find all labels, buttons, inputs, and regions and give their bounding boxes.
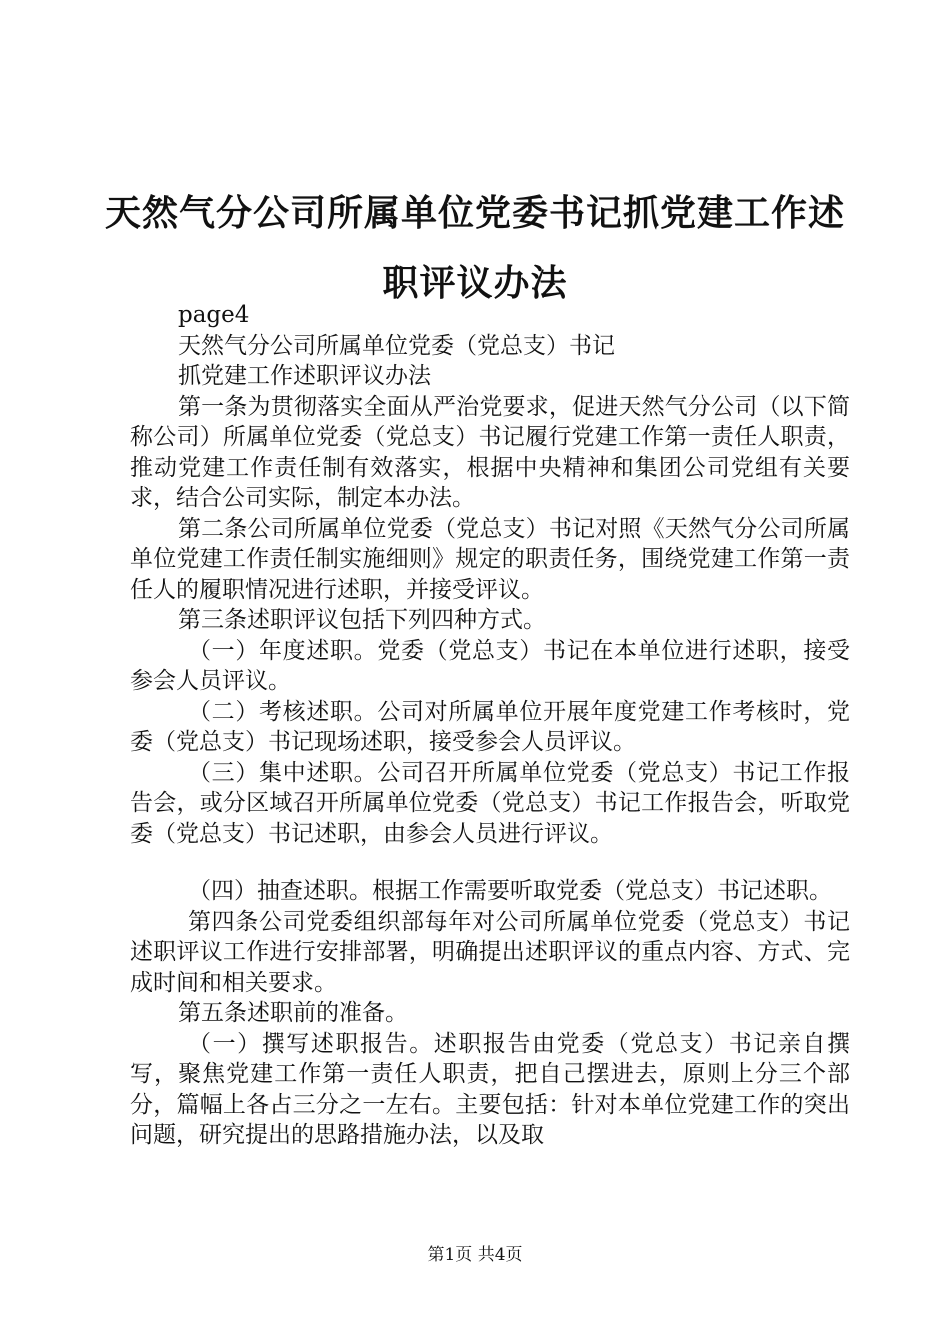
paragraph-gap	[130, 849, 850, 876]
subtitle-line-1: 天然气分公司所属单位党委（党总支）书记	[178, 332, 615, 359]
article-3: 第三条述职评议包括下列四种方式。	[178, 607, 546, 633]
title-line-2: 职评议办法	[382, 262, 568, 304]
page-footer: 第1页 共4页	[427, 1245, 523, 1265]
article-3-item-4: （四）抽查述职。根据工作需要听取党委（党总支）书记述职。	[188, 878, 832, 904]
article-3-item-3: （三）集中述职。公司召开所属单位党委（党总支）书记工作报告会，或分区域召开所属单位党委（党总支）书记工作报告会，听取党委（党总支）书记述职，由参会人员进行评议。	[130, 759, 850, 847]
document-title	[100, 178, 850, 318]
article-5-item-1: （一）撰写述职报告。述职报告由党委（党总支）书记亲自撰写，聚焦党建工作第一责任人职责，把自己摆进去，原则上分三个部分，篇幅上各占三分之一左右。主要包括：针对本单位党建工作的突出问题，研究提出的思路措施办法，以及取	[130, 1030, 850, 1148]
article-4: 第四条公司党委组织部每年对公司所属单位党委（党总支）书记述职评议工作进行安排部署，明确提出述职评议的重点内容、方式、完成时间和相关要求。	[130, 908, 850, 996]
article-5: 第五条述职前的准备。	[178, 1000, 408, 1026]
article-3-item-2: （二）考核述职。公司对所属单位开展年度党建工作考核时，党委（党总支）书记现场述职，接受参会人员评议。	[130, 698, 850, 755]
document-body	[130, 300, 850, 1151]
title-line-1: 天然气分公司所属单位党委书记抓党建工作述	[104, 192, 845, 234]
article-1: 第一条为贯彻落实全面从严治党要求，促进天然气分公司（以下简称公司）所属单位党委（党总支）书记履行党建工作第一责任人职责，推动党建工作责任制有效落实，根据中央精神和集团公司党组有关要求，结合公司实际，制定本办法。	[130, 393, 850, 511]
page-label: page4	[178, 302, 250, 328]
article-3-item-1: （一）年度述职。党委（党总支）书记在本单位进行述职，接受参会人员评议。	[130, 637, 850, 694]
article-2: 第二条公司所属单位党委（党总支）书记对照《天然气分公司所属单位党建工作责任制实施细则》规定的职责任务，围绕党建工作第一责任人的履职情况进行述职，并接受评议。	[130, 515, 850, 603]
subtitle-line-2: 抓党建工作述职评议办法	[178, 363, 431, 389]
